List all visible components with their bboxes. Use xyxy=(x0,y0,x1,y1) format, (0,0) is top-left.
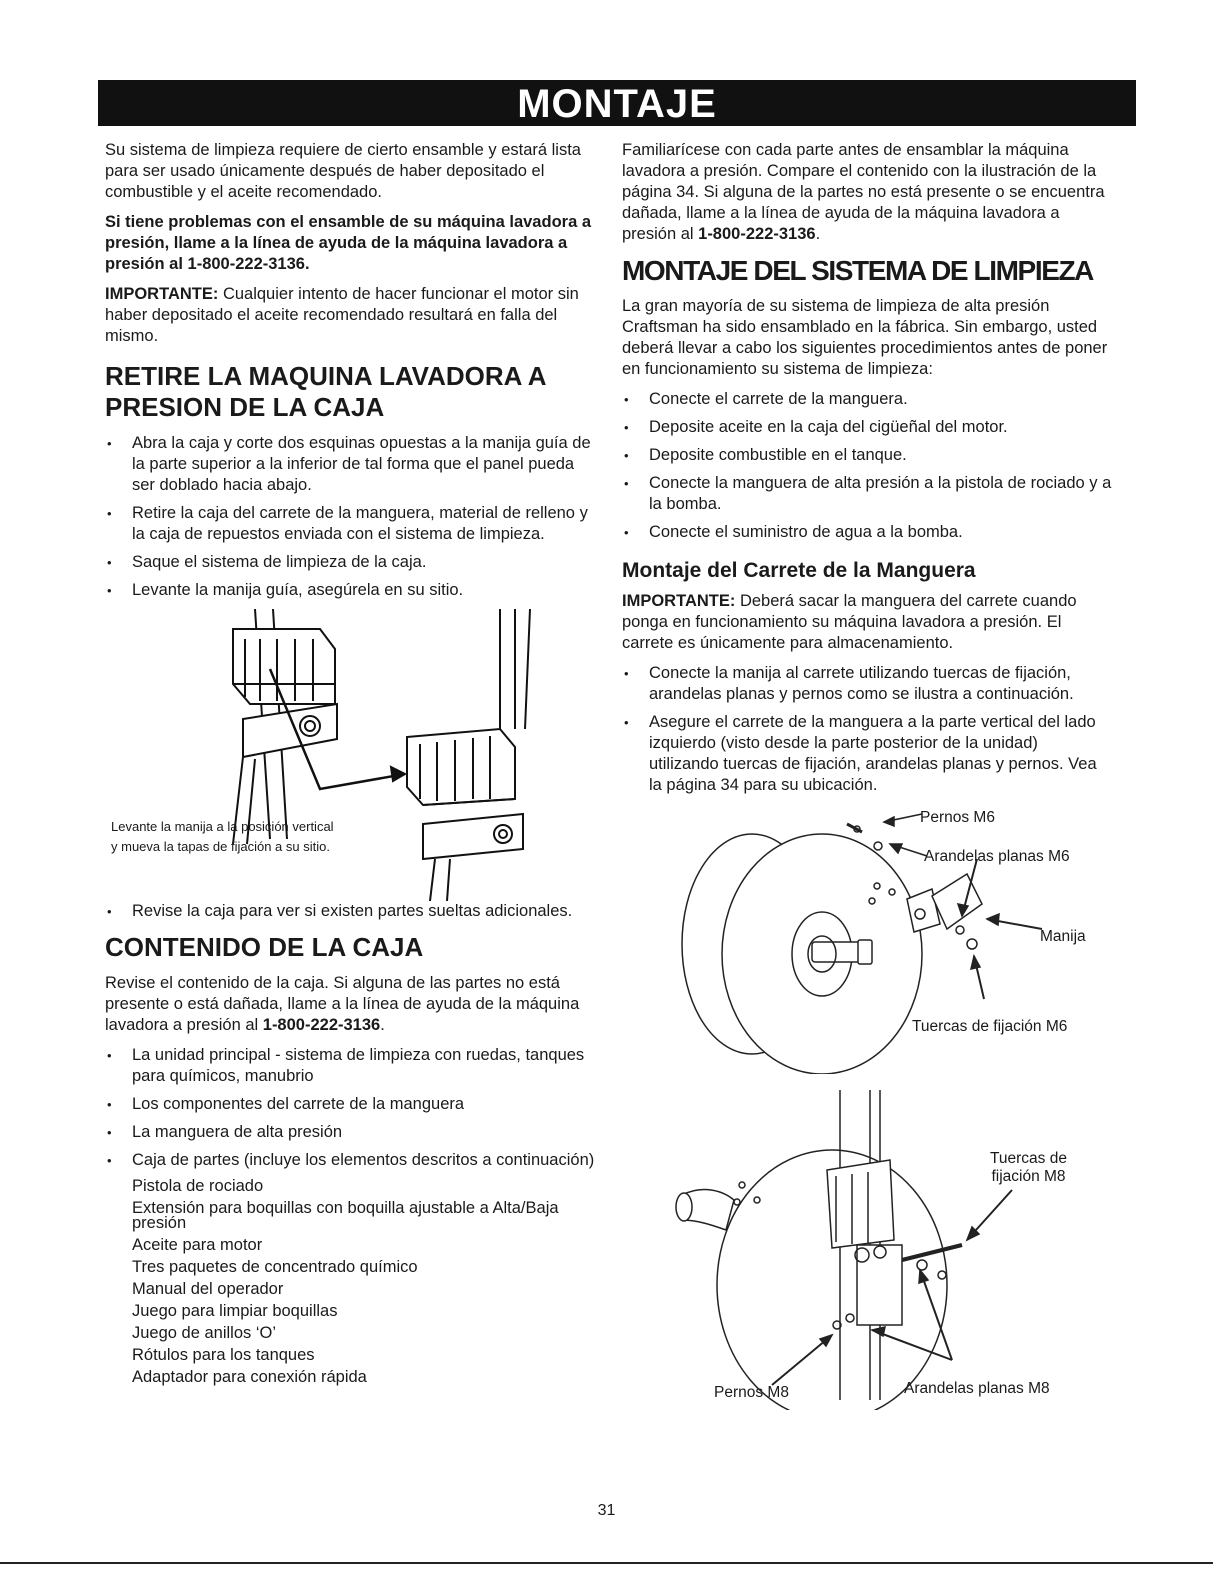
page-title-banner: MONTAJE xyxy=(98,80,1136,126)
label-handle: Manija xyxy=(1040,928,1086,945)
list-item: • Abra la caja y corte dos esquinas opuestas a la manija guía de la parte superior a la inferior de tal forma que el panel pueda ser doblado hacia abajo. xyxy=(105,433,597,496)
reel-frame-figure xyxy=(622,1080,1112,1410)
familiarize-text: Familiarícese con cada parte antes de ensamblar la máquina lavadora a presión. Compare el contenido con la ilustración de la página 34. Si alguna de la partes no está presente o se encuentra dañada, llame a la línea de ayuda de la máquina lavadora a presión al xyxy=(622,141,1105,243)
label-washers-m6: Arandelas planas M6 xyxy=(924,848,1070,865)
list-item: • Asegure el carrete de la manguera a la parte vertical del lado izquierdo (visto desde la parte posterior de la unidad) utilizando tuercas de fijación, arandelas planas y pernos. Vea la página 34 para su ubicación. xyxy=(622,712,1112,796)
reel-handle-figure xyxy=(622,804,1112,1074)
list-item: • Los componentes del carrete de la manguera xyxy=(105,1094,597,1115)
list-item: • Saque el sistema de limpieza de la caja. xyxy=(105,552,597,573)
list-item: • Revise la caja para ver si existen partes sueltas adicionales. xyxy=(105,901,597,922)
label-bolts-m8: Pernos M8 xyxy=(714,1384,789,1401)
right-column xyxy=(622,140,1112,1410)
label-bolts-m6: Pernos M6 xyxy=(920,809,995,826)
parts-item: Extensión para boquillas con boquilla ajustable a Alta/Baja presión xyxy=(132,1199,559,1232)
parts-item: Aceite para motor xyxy=(132,1236,263,1254)
label-nuts-m8 xyxy=(990,1150,1067,1186)
list-item: • Caja de partes (incluye los elementos descritos a continuación) xyxy=(105,1150,597,1171)
remove-heading: RETIRE LA MAQUINA LAVADORA A PRESION DE LA CAJA xyxy=(105,361,546,422)
handle-raise-illustration xyxy=(105,609,597,901)
figure-caption xyxy=(111,817,334,857)
list-item: • Retire la caja del carrete de la manguera, material de relleno y la caja de repuestos enviada con el sistema de limpieza. xyxy=(105,503,597,545)
page-number: 31 xyxy=(597,1502,616,1519)
parts-item: Juego de anillos ‘O’ xyxy=(132,1324,277,1342)
bottom-rule xyxy=(0,1562,1213,1564)
contents-intro-period: . xyxy=(380,1016,385,1034)
list-item: • Conecte la manguera de alta presión a la pistola de rociado y a la bomba. xyxy=(622,473,1112,515)
contents-intro-paragraph xyxy=(105,973,597,1036)
reel-frame-illustration xyxy=(622,1080,1112,1410)
familiarize-paragraph xyxy=(622,140,1112,245)
parts-box-list xyxy=(105,1175,597,1388)
help-line-paragraph: Si tiene problemas con el ensamble de su máquina lavadora a presión, llame a la línea de ayuda de la máquina lavadora a presión al 1-800-222-3136. xyxy=(105,213,592,273)
list-item: • La unidad principal - sistema de limpieza con ruedas, tanques para químicos, manubrio xyxy=(105,1045,597,1087)
check-parts-list xyxy=(105,901,597,922)
contents-list xyxy=(105,1045,597,1171)
system-assembly-heading: MONTAJE DEL SISTEMA DE LIMPIEZA xyxy=(622,255,1094,286)
system-steps-list xyxy=(622,389,1112,543)
contents-intro-text: Revise el contenido de la caja. Si alguna de las partes no está presente o está dañada, llame a la línea de ayuda de la máquina lavadora a presión al xyxy=(105,974,580,1034)
list-item: • Deposite aceite en la caja del cigüeñal del motor. xyxy=(622,417,1112,438)
parts-item: Juego para limpiar boquillas xyxy=(132,1302,338,1320)
list-item: • Deposite combustible en el tanque. xyxy=(622,445,1112,466)
parts-item: Adaptador para conexión rápida xyxy=(132,1368,367,1386)
reel-assembly-heading: Montaje del Carrete de la Manguera xyxy=(622,559,976,582)
contents-heading: CONTENIDO DE LA CAJA xyxy=(105,932,424,962)
parts-item: Manual del operador xyxy=(132,1280,284,1298)
handle-raise-figure xyxy=(105,609,597,901)
list-item: • La manguera de alta presión xyxy=(105,1122,597,1143)
help-phone-number: 1-800-222-3136 xyxy=(698,225,816,243)
list-item: • Levante la manija guía, asegúrela en su sitio. xyxy=(105,580,597,601)
label-nuts-m6: Tuercas de fijación M6 xyxy=(912,1018,1068,1035)
list-item: • Conecte el carrete de la manguera. xyxy=(622,389,1112,410)
label-nuts-m8-line-2: fijación M8 xyxy=(991,1168,1066,1185)
important-text: Deberá sacar la manguera del carrete cuando ponga en funcionamiento su máquina lavadora a presión. El carrete es únicamente para almacenamiento. xyxy=(622,592,1077,652)
reel-steps-list xyxy=(622,663,1112,796)
important-label: IMPORTANTE: xyxy=(105,285,219,303)
figure-caption-line-1: Levante la manija a la posición vertical xyxy=(111,819,334,834)
intro-paragraph: Su sistema de limpieza requiere de cierto ensamble y estará lista para ser usado únicamente después de haber depositado el combustible y el aceite recomendado. xyxy=(105,141,581,201)
system-intro-paragraph: La gran mayoría de su sistema de limpieza de alta presión Craftsman ha sido ensamblado en la fábrica. Sin embargo, usted deberá llevar a cabo los siguientes procedimientos antes de poner en funcionamiento su sistema de limpieza: xyxy=(622,297,1108,378)
remove-steps-list xyxy=(105,433,597,601)
parts-item: Tres paquetes de concentrado químico xyxy=(132,1258,418,1276)
parts-item: Pistola de rociado xyxy=(132,1177,264,1195)
left-column xyxy=(105,140,597,1388)
important-text: Cualquier intento de hacer funcionar el motor sin haber depositado el aceite recomendado resultará en falla del mismo. xyxy=(105,285,579,345)
figure-caption-line-2: y mueva la tapas de fijación a su sitio. xyxy=(111,839,330,854)
list-item: • Conecte la manija al carrete utilizando tuercas de fijación, arandelas planas y pernos como se ilustra a continuación. xyxy=(622,663,1112,705)
reel-important-paragraph xyxy=(622,591,1112,654)
important-paragraph xyxy=(105,284,597,347)
label-washers-m8: Arandelas planas M8 xyxy=(904,1380,1050,1397)
familiarize-period: . xyxy=(815,225,821,243)
help-phone-number: 1-800-222-3136 xyxy=(262,1016,381,1034)
label-nuts-m8-line-1: Tuercas de xyxy=(990,1150,1067,1167)
parts-item: Rótulos para los tanques xyxy=(132,1346,315,1364)
important-label: IMPORTANTE: xyxy=(622,592,736,610)
list-item: • Conecte el suministro de agua a la bomba. xyxy=(622,522,1112,543)
